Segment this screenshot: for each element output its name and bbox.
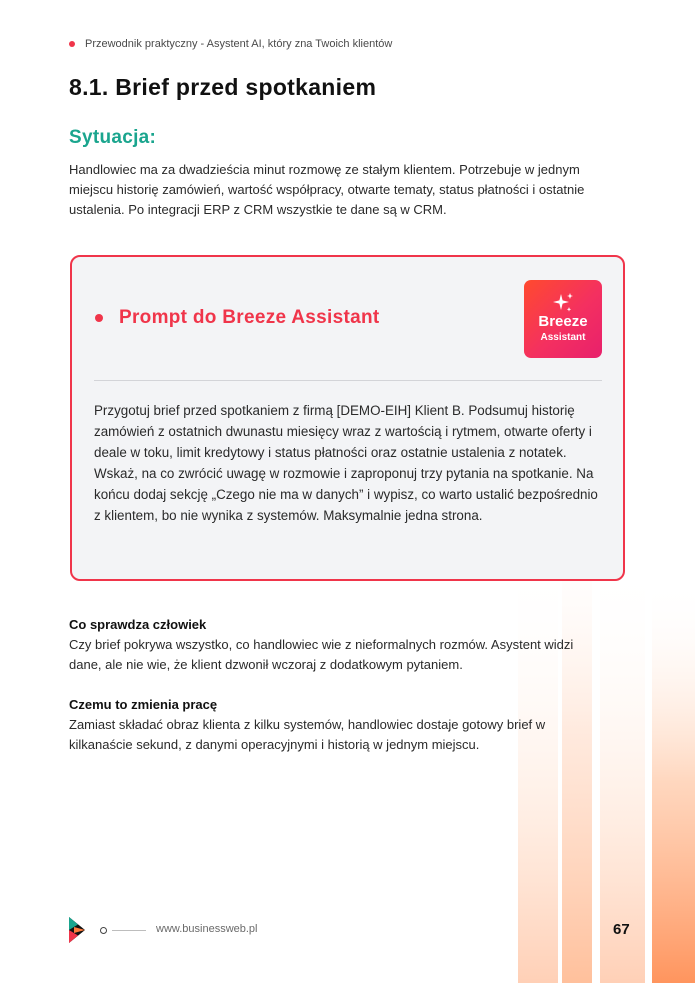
prompt-title bbox=[95, 307, 380, 329]
businessweb-logo-icon bbox=[67, 916, 87, 944]
prompt-title-label: Prompt do Breeze Assistant bbox=[119, 307, 380, 328]
section-heading: 8.1. Brief przed spotkaniem bbox=[69, 74, 377, 100]
bullet-dot-icon bbox=[95, 314, 103, 322]
sparkle-icon bbox=[551, 293, 575, 315]
bullet-dot-icon bbox=[69, 41, 75, 47]
section-human-check bbox=[69, 615, 609, 675]
prompt-text: Przygotuj brief przed spotkaniem z firmą [DEMO-EIH] Klient B. Podsumuj historię zamówień z ostatnich dwunastu miesięcy wraz z wartością i rytmem, otwarte oferty i deale w toku, limit kredytowy i status płatności oraz ostatnie ustalenia z notatek. Wskaż, na co zwrócić uwagę w rozmowie i zaproponuj trzy pytania na spotkanie. Na końcu dodaj sekcję „Czego nie ma w danych” i wypisz, co warto ustalić bezpośrednio z klientem, bo nie wynika z systemów. Maksymalnie jedna strona. bbox=[94, 403, 598, 523]
logo-line-1: Breeze bbox=[538, 313, 588, 330]
footer-circle-icon bbox=[100, 927, 107, 934]
footer-divider bbox=[112, 930, 146, 931]
breeze-assistant-logo bbox=[524, 280, 602, 358]
running-header bbox=[69, 38, 392, 50]
divider bbox=[94, 380, 602, 381]
section-title: Co sprawdza człowiek bbox=[69, 617, 207, 632]
running-title: Przewodnik praktyczny - Asystent AI, który zna Twoich klientów bbox=[85, 38, 393, 50]
footer-url[interactable]: www.businessweb.pl bbox=[156, 923, 258, 935]
section-title: Czemu to zmienia pracę bbox=[69, 697, 218, 712]
logo-line-2: Assistant bbox=[540, 332, 586, 343]
situation-label: Sytuacja: bbox=[69, 127, 157, 148]
section-work-change bbox=[69, 695, 609, 755]
section-body: Zamiast składać obraz klienta z kilku systemów, handlowiec dostaje gotowy brief w kilkanaście sekund, z danymi operacyjnymi i historią w jednym miejscu. bbox=[69, 717, 546, 752]
section-body: Czy brief pokrywa wszystko, co handlowiec wie z nieformalnych rozmów. Asystent widzi dane, ale nie wie, że klient dzwonił wczoraj z dodatkowym pytaniem. bbox=[69, 637, 574, 672]
page-number: 67 bbox=[613, 921, 630, 938]
situation-text: Handlowiec ma za dwadzieścia minut rozmowę ze stałym klientem. Potrzebuje w jednym miejscu historię zamówień, wartość współpracy, otwarte tematy, status płatności i ostatnie ustalenia. Po integracji ERP z CRM wszystkie te dane są w CRM. bbox=[69, 162, 585, 217]
prompt-box bbox=[70, 255, 625, 581]
